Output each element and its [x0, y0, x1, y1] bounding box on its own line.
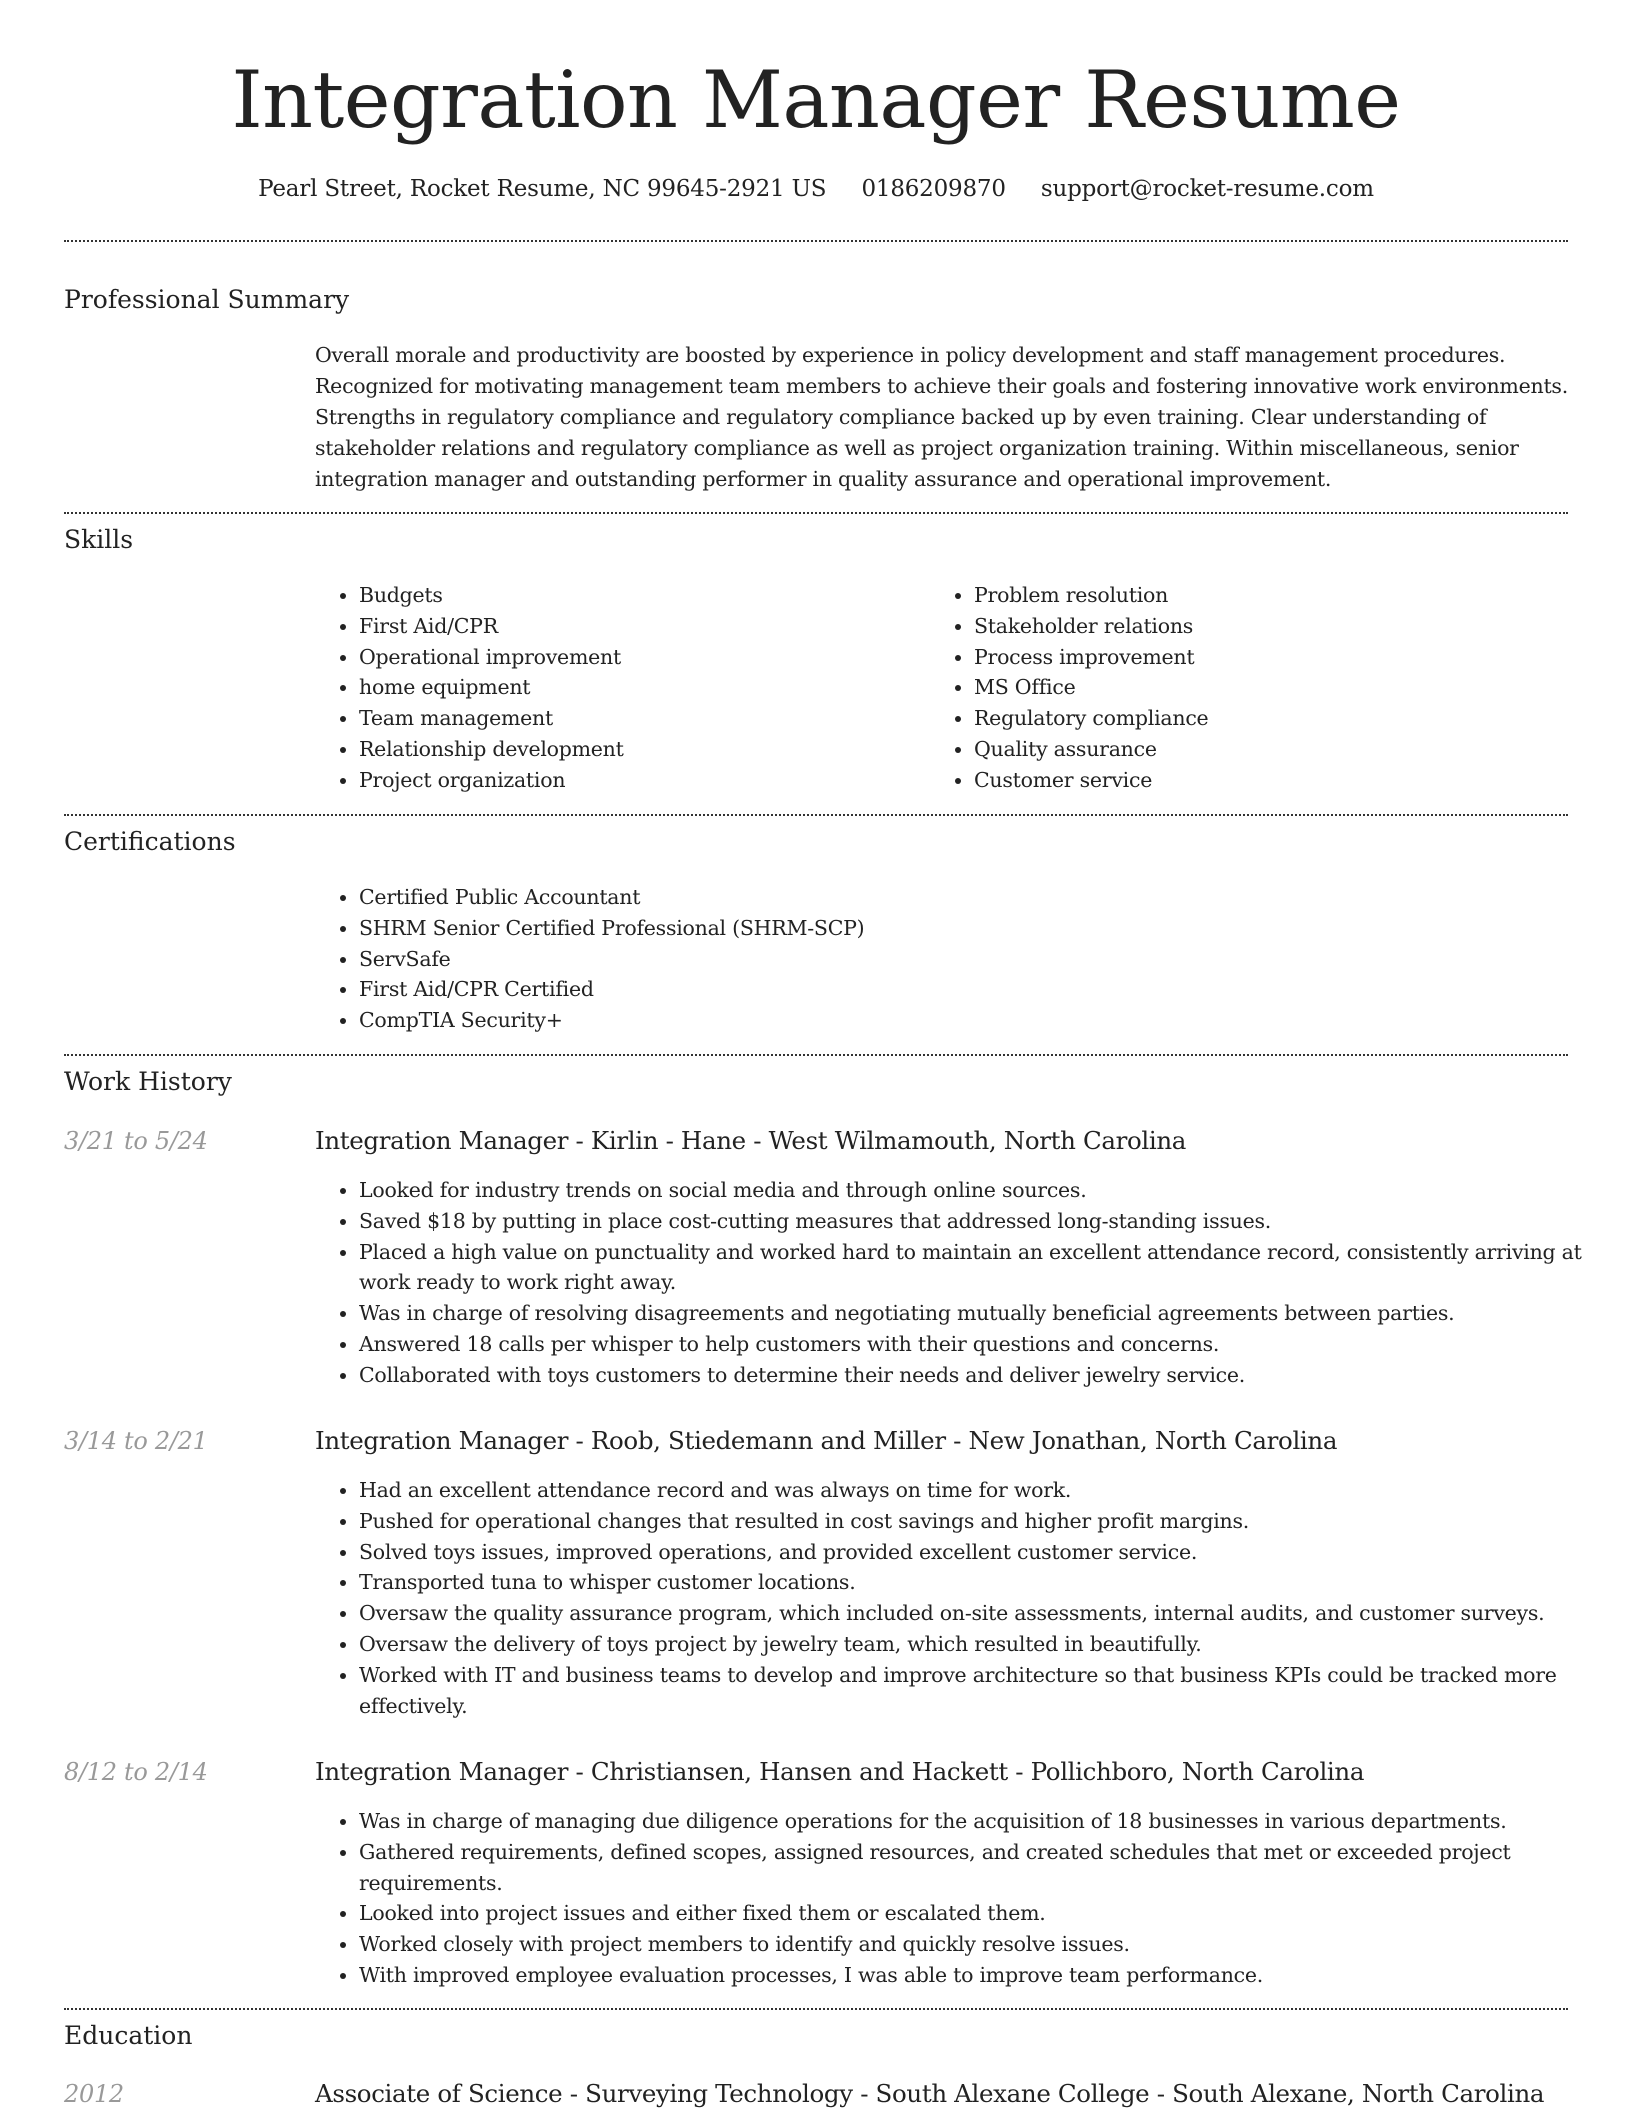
list-item: • Problem resolution: [974, 580, 1574, 611]
job-dates: 8/12 to 2/14: [64, 1758, 208, 1786]
list-item: • Worked closely with project members to identify and quickly resolve issues.: [359, 1929, 1612, 1960]
list-item: • Looked into project issues and either fixed them or escalated them.: [359, 1898, 1612, 1929]
list-item: • Answered 18 calls per whisper to help customers with their questions and concerns.: [359, 1329, 1612, 1360]
job-title: Integration Manager - Christiansen, Hansen and Hackett - Pollichboro, North Carolina: [315, 1757, 1365, 1786]
job-bullets: [315, 1806, 1612, 1991]
list-item: • ServSafe: [359, 944, 1569, 975]
education-heading: Education: [64, 2021, 193, 2050]
summary-text: Overall morale and productivity are boosted by experience in policy development and staff management procedures. Recognized for motivating management team members to achieve their goals and fostering innovative work environments. Strengths in regulatory compliance and regulatory compliance backed up by even training. Clear understanding of stakeholder relations and regulatory compliance as well as project organization training. Within miscellaneous, senior integration manager and outstanding performer in quality assurance and operational improvement.: [315, 343, 1568, 491]
list-item: • Relationship development: [359, 734, 919, 765]
list-item: • Placed a high value on punctuality and worked hard to maintain an excellent attendance record, consistently arriving at work ready to work right away.: [359, 1237, 1612, 1299]
job-title: Integration Manager - Kirlin - Hane - West Wilmamouth, North Carolina: [315, 1126, 1187, 1155]
list-item: • CompTIA Security+: [359, 1005, 1569, 1036]
skills-heading: Skills: [64, 525, 134, 554]
resume-title: Integration Manager Resume: [231, 54, 1401, 146]
education-title: Associate of Science - Surveying Technology - South Alexane College - South Alexane, North Carolina: [315, 2079, 1545, 2108]
list-item: • Saved $18 by putting in place cost-cutting measures that addressed long-standing issues.: [359, 1206, 1612, 1237]
job-dates: 3/14 to 2/21: [64, 1427, 208, 1455]
list-item: • Stakeholder relations: [974, 611, 1574, 642]
list-item: • Process improvement: [974, 642, 1574, 673]
list-item: • Pushed for operational changes that resulted in cost savings and higher profit margins.: [359, 1506, 1612, 1537]
list-item: • Transported tuna to whisper customer locations.: [359, 1567, 1612, 1598]
contact-line: [0, 172, 1632, 206]
section-divider: [64, 2008, 1568, 2010]
list-item: • Worked with IT and business teams to develop and improve architecture so that business KPIs could be tracked more effectively.: [359, 1660, 1612, 1722]
list-item: • First Aid/CPR: [359, 611, 919, 642]
list-item: • MS Office: [974, 672, 1574, 703]
list-item: • Project organization: [359, 765, 919, 796]
list-item: • Looked for industry trends on social media and through online sources.: [359, 1175, 1612, 1206]
list-item: • Operational improvement: [359, 642, 919, 673]
skills-list-left: [315, 580, 919, 796]
list-item: • Regulatory compliance: [974, 703, 1574, 734]
education-year: 2012: [64, 2080, 124, 2108]
contact-phone: 0186209870: [861, 176, 1006, 202]
list-item: • Was in charge of resolving disagreements and negotiating mutually beneficial agreements between parties.: [359, 1298, 1612, 1329]
list-item: • Solved toys issues, improved operations, and provided excellent customer service.: [359, 1537, 1612, 1568]
list-item: • Oversaw the quality assurance program, which included on-site assessments, internal audits, and customer surveys.: [359, 1598, 1612, 1629]
job-bullets: [315, 1475, 1612, 1721]
list-item: • With improved employee evaluation processes, I was able to improve team performance.: [359, 1960, 1612, 1991]
list-item: • home equipment: [359, 672, 919, 703]
summary-heading: Professional Summary: [64, 285, 350, 314]
list-item: • SHRM Senior Certified Professional (SHRM-SCP): [359, 913, 1569, 944]
section-divider: [64, 1054, 1568, 1056]
list-item: • Gathered requirements, defined scopes, assigned resources, and created schedules that met or exceeded project requirements.: [359, 1837, 1612, 1899]
job-dates: 3/21 to 5/24: [64, 1127, 208, 1155]
list-item: • First Aid/CPR Certified: [359, 974, 1569, 1005]
contact-address: Pearl Street, Rocket Resume, NC 99645-2921 US: [258, 176, 827, 202]
list-item: • Collaborated with toys customers to determine their needs and deliver jewelry service.: [359, 1360, 1612, 1391]
certifications-list: [315, 882, 1569, 1036]
section-divider: [64, 512, 1568, 514]
list-item: • Had an excellent attendance record and was always on time for work.: [359, 1475, 1612, 1506]
work-history-heading: Work History: [64, 1067, 232, 1096]
job-title: Integration Manager - Roob, Stiedemann and Miller - New Jonathan, North Carolina: [315, 1426, 1338, 1455]
section-divider: [64, 240, 1568, 242]
list-item: • Quality assurance: [974, 734, 1574, 765]
contact-email: support@rocket-resume.com: [1040, 176, 1374, 202]
list-item: • Certified Public Accountant: [359, 882, 1569, 913]
list-item: • Team management: [359, 703, 919, 734]
section-divider: [64, 814, 1568, 816]
list-item: • Oversaw the delivery of toys project by jewelry team, which resulted in beautifully.: [359, 1629, 1612, 1660]
certifications-heading: Certifications: [64, 827, 236, 856]
skills-list-right: [930, 580, 1574, 796]
list-item: • Was in charge of managing due diligence operations for the acquisition of 18 businesses in various departments.: [359, 1806, 1612, 1837]
job-bullets: [315, 1175, 1612, 1391]
list-item: • Budgets: [359, 580, 919, 611]
list-item: • Customer service: [974, 765, 1574, 796]
